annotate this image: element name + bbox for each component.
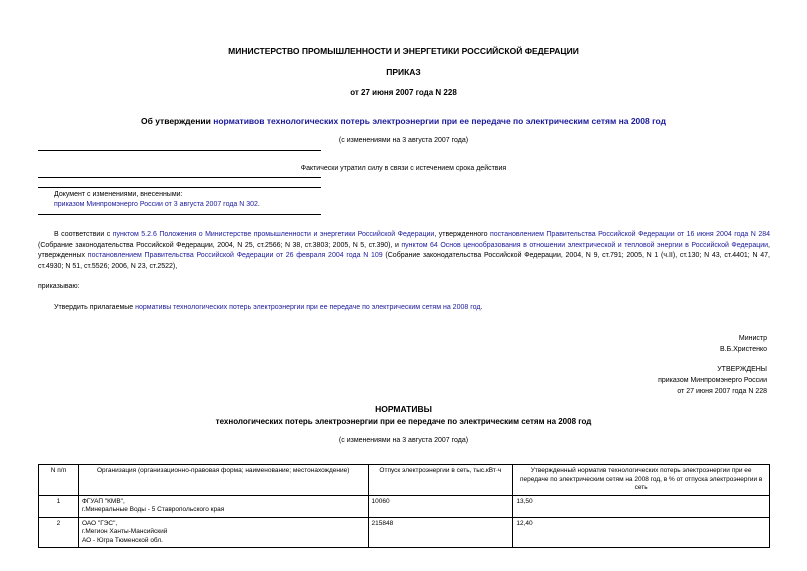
regulation-link[interactable]: пунктом 5.2.6 Положения о Министерстве промышленности и энергетики Российской Федерации — [112, 231, 435, 238]
text-span: В соответствии с — [54, 231, 113, 238]
header-cell: Организация (организационно-правовая форма; наименование; местонахождение) — [78, 465, 368, 496]
org-line: АО - Югра Тюменской обл. — [81, 536, 163, 544]
header-cell: N п/п — [39, 465, 79, 496]
paragraph-approve — [54, 303, 482, 314]
order-word: приказываю: — [38, 283, 80, 290]
org-line: г.Мегион Ханты-Мансийский — [81, 528, 168, 535]
norms-table — [38, 464, 770, 548]
row-number: 1 — [39, 495, 79, 517]
norm-cell: 12,40 — [513, 517, 770, 548]
signature-position: Министр — [738, 335, 767, 342]
changes-note-line: Документ с изменениями, внесенными: — [54, 191, 183, 198]
org-line: ОАО "ГЭС", — [81, 519, 118, 527]
norm-cell: 13,50 — [513, 495, 770, 517]
paragraph-basis — [38, 230, 770, 272]
text-span: (Собрание законодательства Российской Федерации, 2004, N 25, ст.2566; N 38, ст.3803; 2005, N 5, ст.390), и — [38, 241, 402, 249]
norms-title: НОРМАТИВЫ — [375, 404, 432, 414]
divider — [38, 214, 321, 215]
supply-cell: 215848 — [368, 517, 513, 548]
table-row — [39, 517, 770, 548]
table-header-row — [39, 465, 770, 496]
norms-link[interactable]: нормативы технологических потерь электроэнергии при ее передаче по электрическим сетям на 2008 год — [135, 304, 481, 311]
row-number: 2 — [39, 517, 79, 548]
changes-suffix: . — [257, 201, 260, 208]
signature-name: В.Б.Христенко — [719, 346, 767, 353]
text-span: , утвержденного — [434, 231, 490, 238]
amendments-note: (с изменениями на 3 августа 2007 года) — [338, 137, 469, 144]
approval-line: УТВЕРЖДЕНЫ — [717, 366, 767, 373]
supply-cell: 10060 — [368, 495, 513, 517]
org-cell — [78, 495, 368, 517]
org-line: ФГУАП "КМВ", — [81, 497, 125, 505]
text-span: (Собрание законодательства Российской Федерации, 2004, N 9, ст.791; 2005, N 1 (ч.II), ст.130; N 43, ст.4401; N 47, ст.4930; N 51, ст.5526; 2006, N 23, ст.2522), — [38, 252, 771, 270]
changes-order-link[interactable]: приказом Минпромэнерго России от 3 августа 2007 года N 302 — [54, 201, 258, 208]
text-span: . — [480, 304, 483, 311]
org-line: г.Минеральные Воды - 5 Ставропольского края — [81, 506, 225, 513]
approval-line: от 27 июня 2007 года N 228 — [677, 388, 767, 395]
doc-title — [0, 116, 807, 126]
signature-block — [720, 333, 767, 355]
text-span: Утвердить прилагаемые — [54, 304, 136, 311]
header-cell: Утвержденный норматив технологических потерь электроэнергии при ее передаче по электрическим сетям на 2008 год, в % от отпуска электроэнергии в сеть — [513, 465, 770, 496]
title-prefix: Об утверждении — [141, 116, 214, 126]
org-cell — [78, 517, 368, 548]
divider — [38, 177, 321, 178]
doc-type: ПРИКАЗ — [386, 67, 421, 77]
date-number: от 27 июня 2007 года N 228 — [350, 88, 457, 97]
title-link[interactable]: нормативов технологических потерь электроэнергии при ее передаче по электрическим сетям на 2008 год — [213, 116, 666, 126]
norms-amendments: (с изменениями на 3 августа 2007 года) — [338, 437, 469, 444]
decree-link[interactable]: постановлением Правительства Российской Федерации от 26 февраля 2004 года N 109 — [87, 252, 383, 259]
approval-line: приказом Минпромэнерго России — [658, 377, 767, 384]
changes-note-link-line — [54, 200, 260, 211]
pricing-link[interactable]: пунктом 64 Основ ценообразования в отношении электрической и тепловой энергии в Российской Федерации — [401, 241, 769, 249]
divider — [38, 187, 321, 188]
text-span: , утвержденных — [38, 241, 770, 259]
table-row — [39, 495, 770, 517]
header-cell: Отпуск электроэнергии в сеть, тыс.кВт·ч — [368, 465, 513, 496]
norms-subtitle: технологических потерь электроэнергии при ее передаче по электрическим сетям на 2008 год — [215, 417, 592, 426]
ministry-heading: МИНИСТЕРСТВО ПРОМЫШЛЕННОСТИ И ЭНЕРГЕТИКИ РОССИЙСКОЙ ФЕДЕРАЦИИ — [228, 46, 579, 56]
approval-block — [658, 364, 767, 397]
decree-link[interactable]: постановлением Правительства Российской Федерации от 16 июня 2004 года N 284 — [489, 231, 771, 238]
divider — [38, 150, 321, 151]
status-note: Фактически утратил силу в связи с истечением срока действия — [300, 165, 507, 172]
